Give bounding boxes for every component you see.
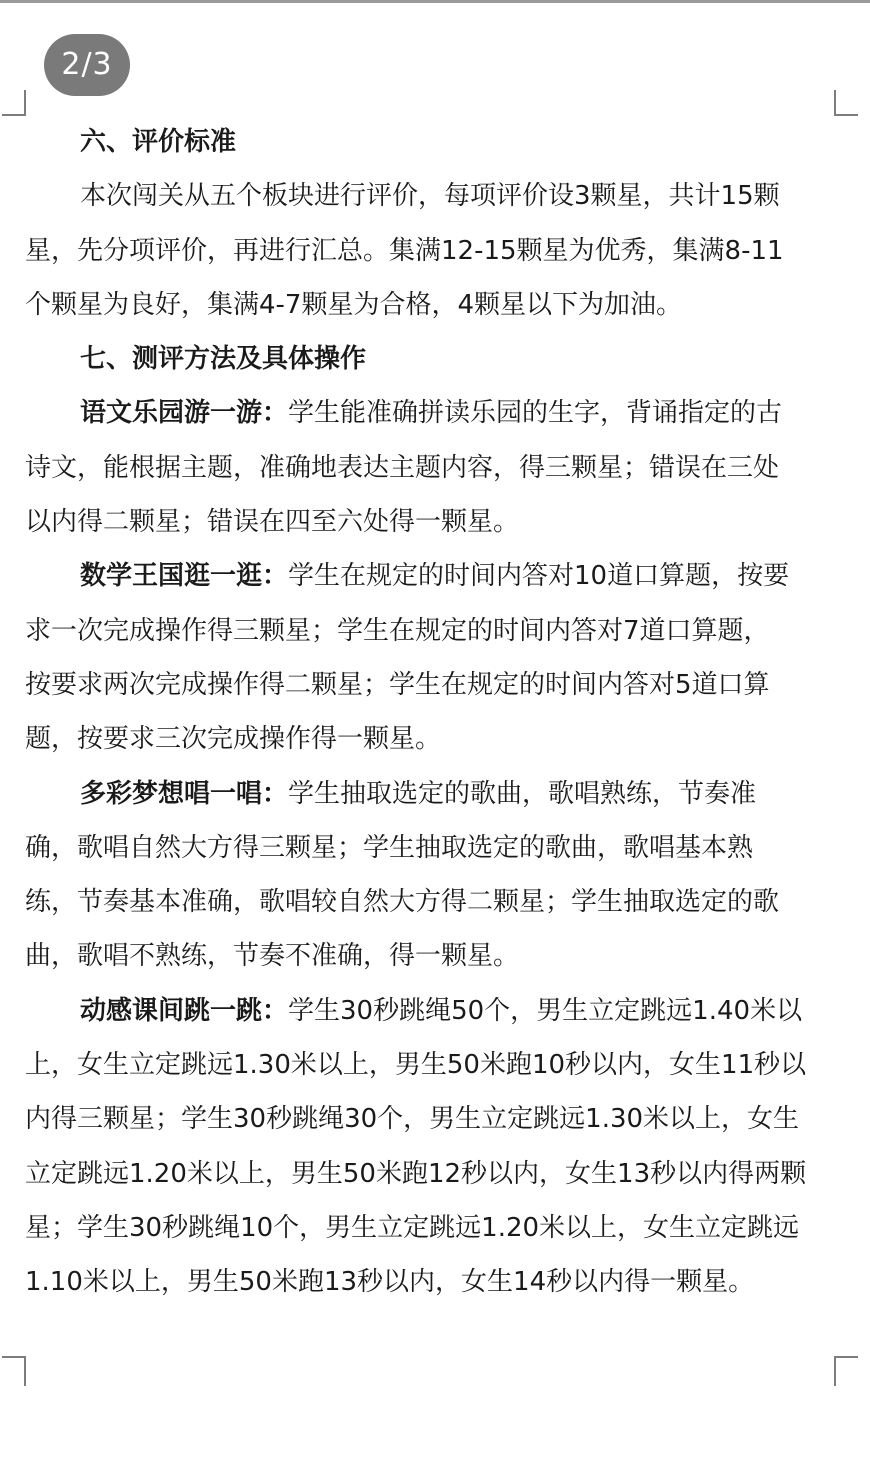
paragraph-line: 上，女生立定跳远1.30米以上，男生50米跑10秒以内，女生11秒以 [25,1050,807,1081]
chinese-paragraph-first-line [25,386,835,440]
crop-mark-bottom-right-icon [834,1356,858,1386]
crop-mark-top-left-icon [2,90,26,116]
paragraph-line: 内得三颗星；学生30秒跳绳30个，男生立定跳远1.30米以上，女生 [25,1104,800,1135]
paragraph-line: 求一次完成操作得三颗星；学生在规定的时间内答对7道口算题， [25,615,770,646]
paragraph-line: 确，歌唱自然大方得三颗星；学生抽取选定的歌曲，歌唱基本熟 [25,832,754,863]
crop-mark-bottom-left-icon [2,1356,26,1386]
paragraph-line: 1.10米以上，男生50米跑13秒以内，女生14秒以内得一颗星。 [25,1267,755,1298]
paragraph-line: 曲，歌唱不熟练，节奏不准确，得一颗星。 [25,941,520,972]
pe-label: 动感课间跳一跳： [80,995,289,1026]
paragraph-line: 练，节奏基本准确，歌唱较自然大方得二颗星；学生抽取选定的歌 [25,887,780,918]
top-divider [0,0,870,3]
pe-paragraph-first-line [25,984,835,1038]
music-label: 多彩梦想唱一唱： [80,778,289,809]
paragraph-text: 学生30秒跳绳50个，男生立定跳远1.40米以 [288,995,803,1026]
paragraph-line: 以内得二颗星；错误在四至六处得一颗星。 [25,507,520,538]
crop-mark-top-right-icon [834,90,858,116]
paragraph-text: 学生能准确拼读乐园的生字，背诵指定的古 [288,398,783,429]
music-paragraph-first-line [25,767,835,821]
section-heading-evaluation-criteria: 六、评价标准 [80,127,237,157]
math-paragraph-first-line [25,549,835,603]
document-body [25,115,835,1310]
paragraph-line: 诗文，能根据主题，准确地表达主题内容，得三颗星；错误在三处 [25,452,780,483]
paragraph-line: 题，按要求三次完成操作得一颗星。 [25,724,442,755]
paragraph-line: 星，先分项评价，再进行汇总。集满12-15颗星为优秀，集满8-11 [25,235,784,266]
paragraph-text: 学生抽取选定的歌曲，歌唱熟练，节奏准 [288,778,757,809]
paragraph-line: 本次闯关从五个板块进行评价，每项评价设3颗星，共计15颗 [80,181,780,212]
page-indicator-badge: 2/3 [44,34,130,96]
chinese-label: 语文乐园游一游： [80,398,289,429]
paragraph-text: 学生在规定的时间内答对10道口算题，按要 [288,561,790,592]
paragraph-line: 立定跳远1.20米以上，男生50米跑12秒以内，女生13秒以内得两颗 [25,1158,807,1189]
section-heading-assessment-methods: 七、测评方法及具体操作 [80,344,367,375]
paragraph-line: 个颗星为良好，集满4-7颗星为合格，4颗星以下为加油。 [25,289,683,320]
paragraph-line: 按要求两次完成操作得二颗星；学生在规定的时间内答对5道口算 [25,669,770,700]
paragraph-line: 星；学生30秒跳绳10个，男生立定跳远1.20米以上，女生立定跳远 [25,1212,800,1243]
math-label: 数学王国逛一逛： [80,561,289,592]
